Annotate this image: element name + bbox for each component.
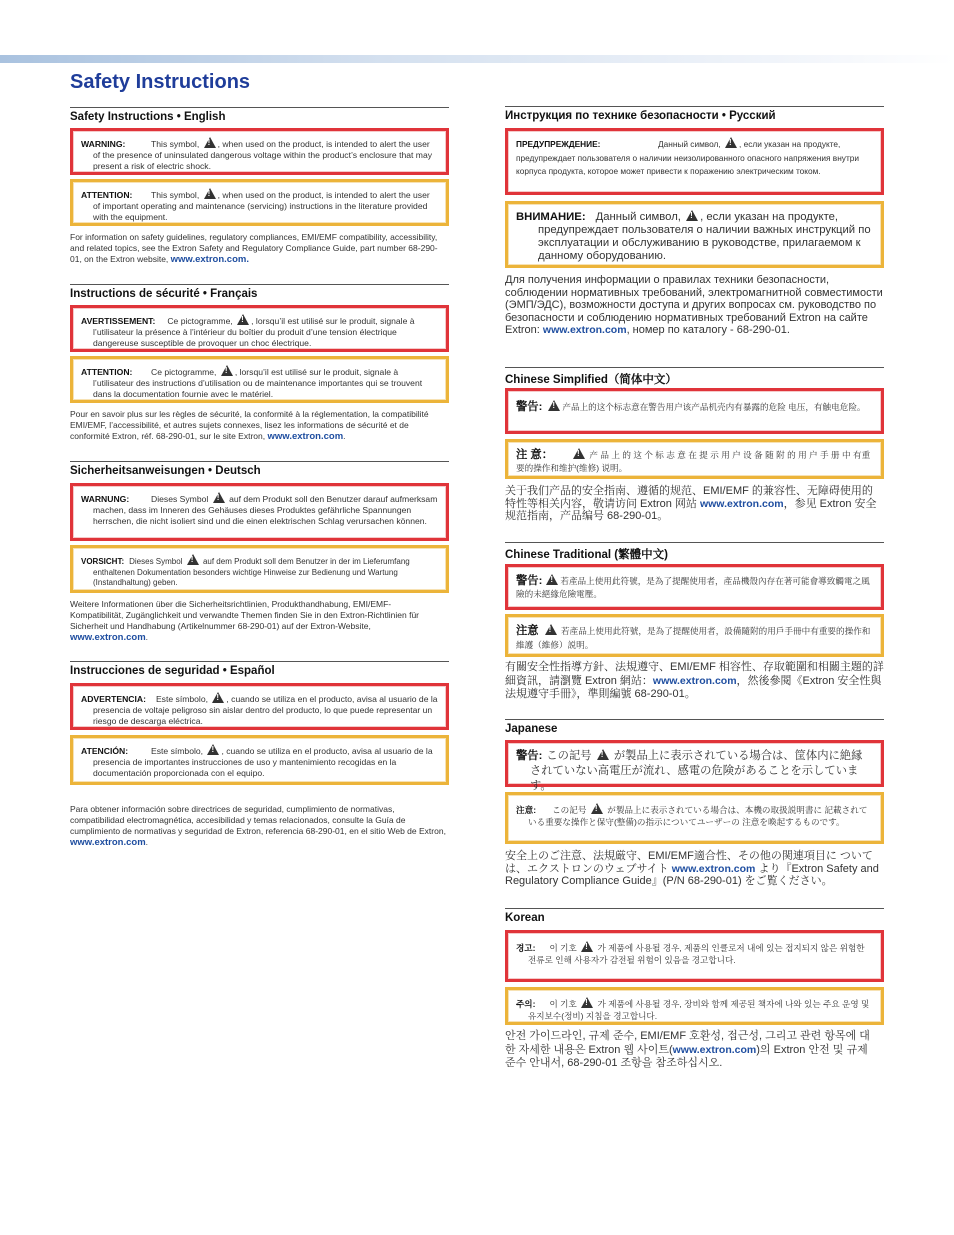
- info-paragraph-japanese: [505, 850, 884, 888]
- warning-box-russian: [505, 128, 884, 195]
- info-text: Pour en savoir plus sur les règles de sécurité, la conformité à la réglementation, la compatibilité EMI/EMF, l’accessibilité, et autres sujets connexes, lisez les informations de sécurité et de conformité Extron, réf. 68-290-01, sur le site Extron,: [70, 409, 429, 441]
- info-text: .: [145, 837, 149, 847]
- section-korean: [505, 908, 884, 924]
- warning-text: Данный символ,: [658, 139, 721, 149]
- info-paragraph-german: [70, 599, 440, 643]
- caution-text: , cuando se utiliza en el producto, avisa al usuario de la presencia de importantes instrucciones de uso y mantenimiento recogidas en la documentación proporcionada con el equipo.: [93, 746, 433, 778]
- warning-text: Dieses Symbol: [151, 494, 209, 504]
- page-title: Safety Instructions: [70, 71, 251, 93]
- extron-website-link[interactable]: www.extron.com: [652, 674, 737, 687]
- section-heading: Sicherheitsanweisungen • Deutsch: [70, 465, 261, 477]
- warning-text: この記号: [546, 750, 592, 762]
- caution-icon: [686, 210, 698, 221]
- info-paragraph-french: [70, 409, 449, 442]
- info-paragraph-chinese-traditional: [505, 661, 884, 702]
- caution-icon: [581, 997, 593, 1008]
- caution-box-korean: [505, 987, 884, 1025]
- caution-text: Dieses Symbol: [129, 557, 183, 566]
- info-paragraph-english: [70, 232, 449, 265]
- caution-text: Ce pictogramme,: [151, 367, 217, 377]
- info-text: Для получения информации о правилах техники безопасности, соблюдении нормативных требований, электромагнитной совместимости (ЭМП/ЭДС), возможности доступа и других вопросах см. руководство по безопасности и соблюдению нормативных требований Extron на сайте Extron:: [505, 274, 883, 336]
- electric-shock-warning-icon: [213, 492, 225, 503]
- warning-box-german: [70, 483, 449, 541]
- info-text: For information on safety guidelines, regulatory compliances, EMI/EMF compatibility, accessibility, and related topics, see the Extron Safety and Regulatory Compliance Guide, part number 68-290-01, on the Extron website,: [70, 232, 438, 264]
- info-text: 关于我们产品的安全指南、遵循的规范、EMI/EMF 的兼容性、无障碍使用的特性等相关内容，敬请访问 Extron 网站: [505, 485, 873, 510]
- caution-box-russian: [505, 201, 884, 268]
- warning-text: が製品上に表示されている場合は、筐体内に絶縁されていない高電圧が流れ、感電の危険があることを示しています。: [530, 750, 863, 792]
- extron-website-link[interactable]: www.extron.com: [699, 497, 784, 510]
- warning-label: WARNUNG:: [81, 494, 130, 504]
- extron-website-link[interactable]: www.extron.com: [267, 431, 344, 442]
- info-text: Para obtener información sobre directrices de seguridad, cumplimiento de normativas, compatibilidad electromagnética, accesibilidad y temas relacionados, consulte la Guía de cumplimiento de normativas y seguridad de Extron, referencia 68-290-01, en el sitio Web de Extron,: [70, 804, 446, 836]
- info-text: ，然後參閱《Extron 安全性與法規遵守手冊》，準則編號 68-290-01。: [505, 674, 882, 700]
- caution-label: 注意: [516, 625, 539, 637]
- info-paragraph-chinese-simplified: [505, 485, 880, 523]
- section-rule: [70, 284, 449, 285]
- caution-icon: [204, 188, 216, 199]
- info-text: 安全上のご注意、法規厳守、EMI/EMF適合性、その他の関連項目に ついては、エクストロンのウェブサイト: [505, 850, 873, 875]
- caution-box-english: [70, 179, 449, 226]
- extron-website-link[interactable]: www.extron.com: [542, 324, 627, 336]
- caution-icon: [187, 554, 199, 565]
- info-text: Weitere Informationen über die Sicherheitsrichtlinien, Produkthandhabung, EMI/EMF-Kompatibilität, Zugänglichkeit und verwandte Themen finden Sie in den Extron-Richtlinien für Sicherheit und Handhabung (Artikelnummer 68-290-01) auf der Extron-Website,: [70, 599, 420, 631]
- info-paragraph-korean: [505, 1030, 880, 1071]
- info-text: .: [343, 431, 346, 441]
- warning-box-korean: [505, 930, 884, 982]
- electric-shock-warning-icon: [204, 137, 216, 148]
- caution-icon: [573, 448, 585, 459]
- section-french: [70, 284, 449, 300]
- section-heading: Japanese: [505, 723, 558, 735]
- section-english: [70, 107, 449, 123]
- caution-label: ATTENTION:: [81, 190, 133, 200]
- caution-text: , lorsqu’il est utilisé sur le produit, signale à l’utilisateur des instructions d’utilisation ou de maintenance importantes qui se trouvent dans la documentation fournie avec le matériel.: [93, 367, 423, 399]
- caution-text: 若產品上使用此符號，是為了提醒使用者，設備隨附的用戶手冊中有重要的操作和維護（維修）説明。: [516, 626, 871, 650]
- warning-label: WARNING:: [81, 139, 126, 149]
- caution-icon: [221, 365, 233, 376]
- caution-icon: [545, 624, 557, 635]
- warning-text: Este símbolo,: [155, 694, 208, 704]
- caution-icon: [207, 744, 219, 755]
- warning-label: ПРЕДУПРЕЖДЕНИЕ:: [516, 139, 601, 149]
- section-rule: [505, 719, 884, 720]
- caution-text: が製品上に表示されている場合は、本機の取扱説明書に 記載されている重要な操作と保守(整備)の指示についてユーザーの 注意を喚起するものです。: [528, 805, 868, 827]
- caution-text: この記号: [552, 805, 587, 815]
- warning-box-english: [70, 128, 449, 175]
- warning-box-chinese-traditional: [505, 564, 884, 610]
- warning-label: 警告:: [516, 750, 543, 762]
- section-rule: [70, 461, 449, 462]
- caution-label: 注 意：: [516, 449, 554, 461]
- electric-shock-warning-icon: [581, 941, 593, 952]
- info-paragraph-spanish: [70, 804, 449, 848]
- warning-label: AVERTISSEMENT:: [81, 316, 156, 326]
- section-heading: Safety Instructions • English: [70, 111, 226, 123]
- electric-shock-warning-icon: [725, 137, 737, 148]
- electric-shock-warning-icon: [597, 749, 609, 760]
- caution-icon: [591, 803, 603, 814]
- warning-label: ADVERTENCIA:: [81, 694, 146, 704]
- extron-website-link[interactable]: www.extron.com: [70, 632, 146, 643]
- warning-text: auf dem Produkt soll den Benutzer darauf aufmerksam machen, dass im Inneren des Gehäuses dieses Produktes gefährliche Spannungen herrschen, die nicht isoliert sind und die einen elektrischen Schlag verursachen können.: [93, 494, 438, 526]
- caution-text: Данный символ,: [595, 211, 681, 223]
- section-rule: [70, 661, 449, 662]
- extron-website-link[interactable]: www.extron.com.: [170, 254, 249, 265]
- caution-label: 주의:: [516, 999, 536, 1009]
- caution-text: 이 기호: [549, 999, 577, 1009]
- warning-text: 가 제품에 사용될 경우, 제품의 인클로저 내에 있는 접지되지 않은 위험한 전류로 인해 사용자가 감전될 위험이 있음을 경고합니다.: [528, 943, 865, 965]
- warning-text: , cuando se utiliza en el producto, avisa al usuario de la presencia de voltaje peligroso sin aislar dentro del producto, lo que puede representar un riesgo de descarga eléctrica.: [93, 694, 438, 726]
- info-text: より『Extron Safety and Regulatory Compliance Guide』(P/N 68-290-01) をご覧ください。: [505, 862, 879, 887]
- section-rule: [505, 106, 884, 107]
- section-rule: [505, 542, 884, 543]
- warning-text: This symbol,: [151, 139, 200, 149]
- caution-text: , если указан на продукте, предупреждает пользователя о наличии важных инструкций по эксплуатации и обслуживанию в руководстве, прилагаемом к данному оборудованию.: [538, 211, 871, 262]
- info-text: , номер по каталогу - 68-290-01.: [626, 324, 790, 336]
- caution-label: VORSICHT:: [81, 557, 125, 566]
- caution-box-french: [70, 356, 449, 403]
- warning-text: , lorsqu’il est utilisé sur le produit, signale à l’utilisateur la présence à l’intérieur du boîtier du produit d’une tension électrique dangereuse susceptible de provoquer un choc électrique.: [93, 316, 415, 348]
- section-spanish: [70, 661, 449, 677]
- caution-label: ATENCIÓN:: [81, 746, 129, 756]
- caution-label: 注意:: [516, 805, 537, 815]
- extron-website-link[interactable]: www.extron.com: [672, 1043, 757, 1056]
- section-heading: Korean: [505, 912, 545, 924]
- caution-text: 产 品 上 的 这 个 标 志 意 在 提 示 用 户 设 备 随 附 的 用 户 手 册 中 有重要的操作和维护(维修) 说明。: [516, 450, 871, 473]
- extron-website-link[interactable]: www.extron.com: [70, 837, 146, 848]
- section-chinese-simplified: [505, 367, 884, 387]
- header-gradient-bar: [0, 55, 954, 63]
- section-chinese-traditional: [505, 542, 884, 562]
- warning-text: 이 기호: [549, 943, 577, 953]
- warning-box-japanese: [505, 740, 884, 792]
- warning-label: 警告:: [516, 575, 543, 587]
- warning-text: 产品上的这个标志意在警告用户该产品机壳内有暴露的危险 电压，有触电危险。: [562, 402, 866, 412]
- section-heading: Инструкция по технике безопасности • Русский: [505, 110, 776, 122]
- electric-shock-warning-icon: [546, 574, 558, 585]
- info-text: 有關安全性指導方針、法規遵守、EMI/EMF 相容性、存取範圍和相關主題的詳細資訊，請瀏覽 Extron 網站：: [505, 661, 884, 687]
- warning-box-french: [70, 305, 449, 352]
- caution-text: , when used on the product, is intended to alert the user of important operating and maintenance (servicing) instructions in the literature provided with the equipment.: [93, 190, 430, 222]
- section-russian: [505, 106, 884, 122]
- warning-text: , when used on the product, is intended to alert the user of the presence of uninsulated dangerous voltage within the product’s enclosure that may present a risk of electric shock.: [93, 139, 433, 171]
- warning-box-chinese-simplified: [505, 388, 884, 434]
- info-paragraph-russian: [505, 274, 884, 337]
- caution-box-german: [70, 545, 449, 593]
- warning-box-spanish: [70, 683, 449, 730]
- caution-box-chinese-simplified: [505, 439, 884, 479]
- info-text: 안전 가이드라인, 규제 준수, EMI/EMF 호환성, 접근성, 그리고 관련 항목에 대한 자세한 내용은 Extron 웹 사이트(: [505, 1030, 870, 1056]
- section-rule: [505, 908, 884, 909]
- extron-website-link[interactable]: www.extron.com: [671, 862, 756, 875]
- caution-box-japanese: [505, 792, 884, 844]
- section-german: [70, 461, 449, 477]
- electric-shock-warning-icon: [548, 400, 560, 411]
- warning-text: 若產品上使用此符號，是為了提醒使用者，產品機殼內存在著可能會導致觸電之風險的未絕緣危險電壓。: [516, 576, 870, 599]
- caution-text: Este símbolo,: [151, 746, 204, 756]
- section-japanese: [505, 719, 884, 735]
- section-heading: Instructions de sécurité • Français: [70, 288, 258, 300]
- section-heading: Chinese Traditional (繁體中文): [505, 549, 668, 561]
- warning-text: Ce pictogramme,: [167, 316, 233, 326]
- caution-label: ВНИМАНИЕ:: [516, 211, 586, 223]
- section-rule: [70, 107, 449, 108]
- section-heading: Chinese Simplified（简体中文）: [505, 374, 677, 386]
- caution-text: This symbol,: [151, 190, 200, 200]
- warning-text: , если указан на продукте, предупреждает пользователя о наличии неизолированного опасного напряжения внутри корпуса продукта, которое может привести к поражению электрическим током.: [516, 139, 859, 176]
- section-rule: [505, 367, 884, 368]
- caution-label: ATTENTION:: [81, 367, 133, 377]
- caution-box-spanish: [70, 735, 449, 785]
- info-text: .: [145, 632, 149, 642]
- warning-label: 警告:: [516, 401, 543, 413]
- caution-text: auf dem Produkt soll dem Benutzer in der im Lieferumfang enthaltenen Dokumentation besonders wichtige Hinweise zur Bedienung und Wartung (Instandhaltung) geben.: [93, 557, 410, 587]
- caution-text: 가 제품에 사용될 경우, 장비와 함께 제공된 책자에 나와 있는 주요 운영 및 유지보수(정비) 지침을 경고합니다.: [528, 999, 870, 1021]
- info-text: ，参见 Extron 安全规范指南，产品编号 68-290-01。: [505, 497, 877, 522]
- electric-shock-warning-icon: [237, 314, 249, 325]
- section-heading: Instrucciones de seguridad • Español: [70, 665, 275, 677]
- caution-box-chinese-traditional: [505, 614, 884, 657]
- electric-shock-warning-icon: [212, 692, 224, 703]
- warning-label: 경고:: [516, 943, 536, 953]
- info-text: )의 Extron 안전 및 규제 준수 안내서, 68-290-01 조항을 참조하십시오.: [505, 1043, 868, 1069]
